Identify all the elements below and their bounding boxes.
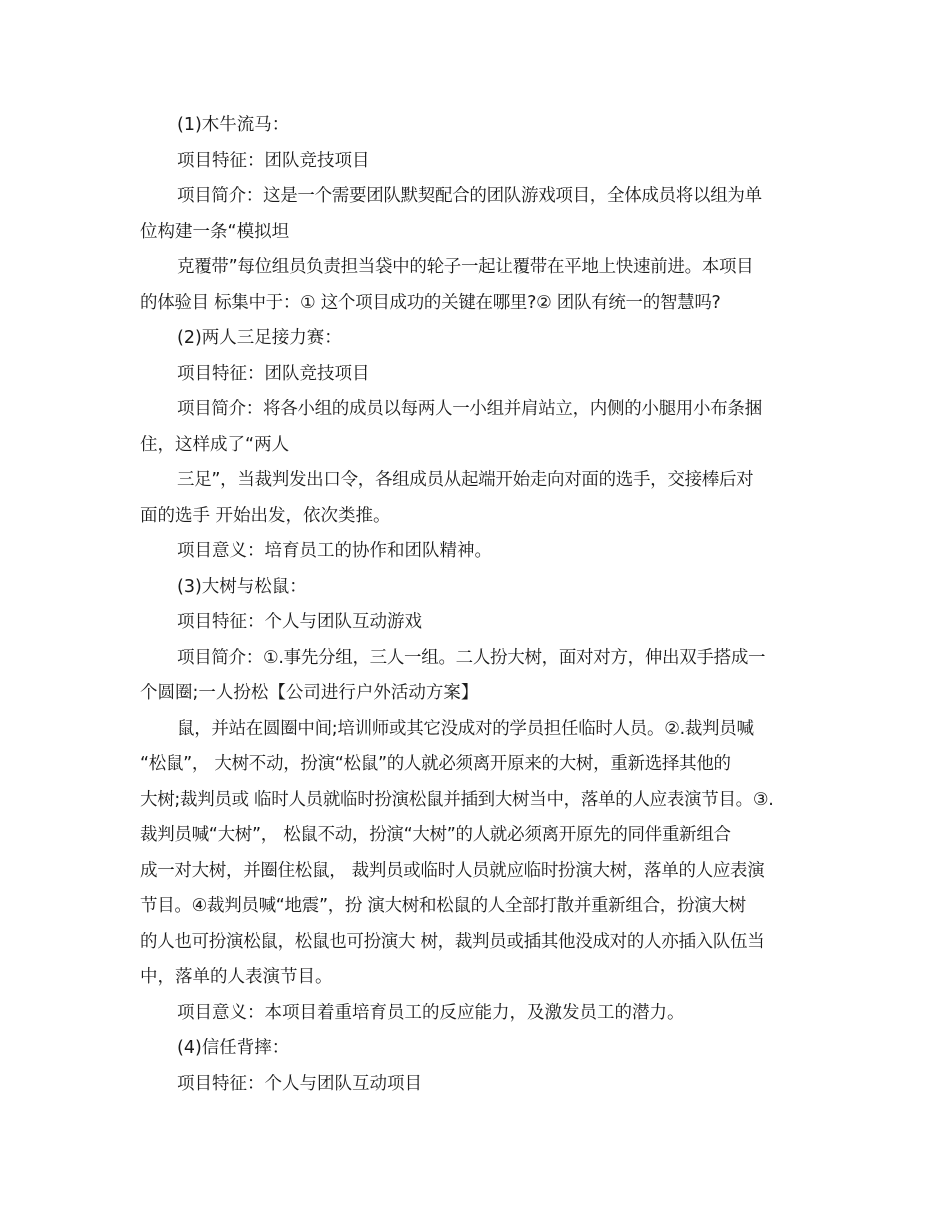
text-line: 项目特征：个人与团队互动项目 — [177, 1073, 422, 1094]
heading-item-1: (1)木牛流马： — [177, 115, 290, 135]
text-line: 项目特征：团队竞技项目 — [177, 150, 370, 171]
text-line: 项目意义：本项目着重培育员工的反应能力，及激发员工的潜力。 — [177, 1002, 685, 1023]
text-line: 个圆圈;一人扮松【公司进行户外活动方案】 — [140, 683, 479, 703]
heading-item-4: (4)信任背摔： — [177, 1038, 290, 1058]
text-line: 项目特征：团队竞技项目 — [177, 363, 370, 384]
text-line: 项目简介：①.事先分组，三人一组。二人扮大树，面对对方，伸出双手搭成一 — [177, 647, 766, 668]
text-line: 大树;裁判员或 临时人员就临时扮演松鼠并插到大树当中，落单的人应表演节目。③. — [140, 789, 774, 810]
text-line: “松鼠”， 大树不动，扮演“松鼠”的人就必须离开原来的大树，重新选择其他的 — [140, 754, 731, 774]
heading-item-2: (2)两人三足接力赛： — [177, 328, 342, 348]
text-line: 项目简介：这是一个需要团队默契配合的团队游戏项目，全体成员将以组为单 — [177, 186, 762, 206]
text-line: 中，落单的人表演节目。 — [140, 967, 333, 987]
text-line: 的体验目 标集中于：① 这个项目成功的关键在哪里?② 团队有统一的智慧吗? — [140, 292, 721, 313]
heading-item-3: (3)大树与松鼠： — [177, 576, 307, 597]
text-line: 项目特征：个人与团队互动游戏 — [177, 612, 422, 632]
text-line: 鼠，并站在圆圈中间;培训师或其它没成对的学员担任临时人员。②.裁判员喊 — [177, 718, 754, 739]
text-line: 面的选手 开始出发，依次类推。 — [140, 505, 391, 526]
text-line: 克覆带”每位组员负责担当袋中的轮子一起让覆带在平地上快速前进。本项目 — [177, 257, 754, 277]
document-body — [140, 108, 830, 1102]
text-line: 项目意义：培育员工的协作和团队精神。 — [177, 541, 492, 561]
text-line: 节目。④裁判员喊“地震”，扮 演大树和松鼠的人全部打散并重新组合，扮演大树 — [140, 896, 746, 916]
text-line: 的人也可扮演松鼠，松鼠也可扮演大 树，裁判员或插其他没成对的人亦插入队伍当 — [140, 931, 765, 952]
text-line: 裁判员喊“大树”， 松鼠不动，扮演“大树”的人就必须离开原先的同伴重新组合 — [140, 825, 731, 845]
text-line: 位构建一条“模拟坦 — [140, 221, 290, 242]
text-line: 成一对大树，并圈住松鼠， 裁判员或临时人员就应临时扮演大树，落单的人应表演 — [140, 860, 765, 881]
text-line: 项目简介：将各小组的成员以每两人一小组并肩站立，内侧的小腿用小布条捆 — [177, 399, 762, 419]
text-line: 三足”，当裁判发出口令，各组成员从起端开始走向对面的选手，交接棒后对 — [177, 470, 754, 490]
text-line: 住，这样成了“两人 — [140, 434, 290, 455]
